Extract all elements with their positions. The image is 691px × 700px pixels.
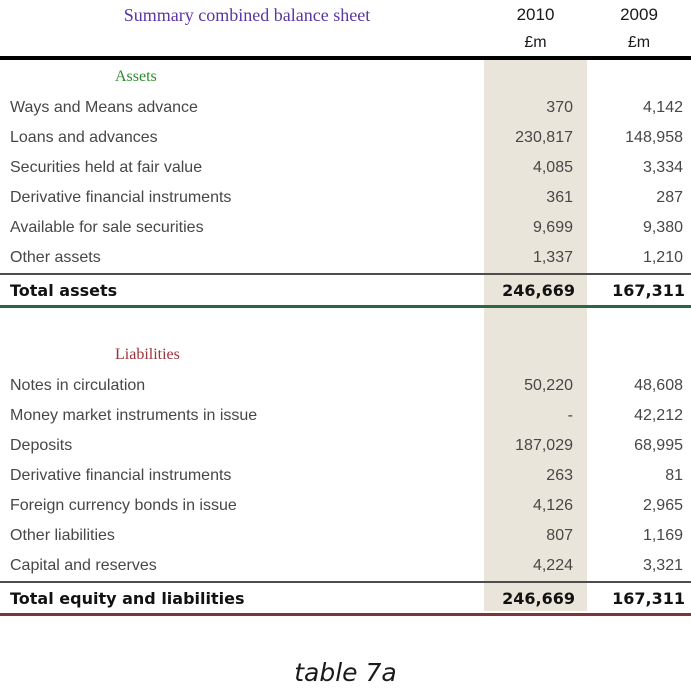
row-label: Notes in circulation [10, 377, 146, 394]
table-row [0, 213, 691, 243]
table-row [0, 183, 691, 213]
table-row [0, 491, 691, 521]
table-row [0, 93, 691, 123]
table-caption: table 7a [294, 658, 397, 687]
value-2009: 81 [665, 467, 683, 484]
table-row [0, 371, 691, 401]
value-2010: 263 [546, 467, 573, 484]
value-2010: 230,817 [515, 129, 573, 146]
row-label: Capital and reserves [10, 557, 157, 574]
value-2010: 9,699 [532, 219, 573, 236]
row-label: Derivative financial instruments [10, 189, 232, 206]
value-2009: 42,212 [634, 407, 683, 424]
section-gap [0, 308, 691, 338]
value-2009: 4,142 [642, 99, 683, 116]
table-row [0, 243, 691, 273]
column-header-2010: 2010 [516, 5, 555, 24]
value-2009: 48,608 [634, 377, 683, 394]
value-2009: 3,334 [642, 159, 683, 176]
table-row [0, 401, 691, 431]
table-header-row [0, 0, 691, 30]
table-row [0, 551, 691, 581]
total-liabilities-row [0, 583, 691, 613]
row-label: Securities held at fair value [10, 159, 203, 176]
value-2009: 287 [656, 189, 683, 206]
total-label: Total equity and liabilities [10, 588, 245, 608]
value-2010: 361 [546, 189, 573, 206]
value-2010: 50,220 [524, 377, 573, 394]
row-label: Derivative financial instruments [10, 467, 232, 484]
total-label: Total assets [10, 280, 118, 300]
value-2010: 4,126 [532, 497, 573, 514]
total-value-2009: 167,311 [612, 588, 685, 608]
value-2009: 148,958 [625, 129, 683, 146]
value-2009: 1,210 [642, 249, 683, 266]
total-liabilities-bottom-rule [0, 613, 691, 616]
liabilities-section-row [0, 338, 691, 371]
value-2010: 807 [546, 527, 573, 544]
value-2010: 4,224 [532, 557, 573, 574]
value-2009: 3,321 [642, 557, 683, 574]
value-2009: 2,965 [642, 497, 683, 514]
table-row [0, 153, 691, 183]
value-2009: 68,995 [634, 437, 683, 454]
table-row [0, 461, 691, 491]
assets-section-row [0, 60, 691, 93]
row-label: Other liabilities [10, 527, 115, 544]
row-label: Ways and Means advance [10, 99, 198, 116]
unit-label-2010: £m [524, 34, 547, 51]
value-2010: - [567, 407, 573, 424]
row-label: Loans and advances [10, 129, 158, 146]
row-label: Foreign currency bonds in issue [10, 497, 237, 514]
table-row [0, 123, 691, 153]
assets-section-label: Assets [115, 67, 157, 85]
total-value-2010: 246,669 [502, 588, 575, 608]
value-2010: 4,085 [532, 159, 573, 176]
column-header-2009: 2009 [620, 5, 658, 24]
table-row [0, 521, 691, 551]
liabilities-section-label: Liabilities [115, 345, 180, 363]
total-value-2010: 246,669 [502, 280, 575, 300]
value-2010: 187,029 [515, 437, 573, 454]
unit-label-2009: £m [627, 34, 651, 51]
row-label: Other assets [10, 249, 101, 266]
total-assets-row [0, 275, 691, 305]
value-2009: 1,169 [642, 527, 683, 544]
value-2010: 370 [546, 99, 573, 116]
table-row [0, 431, 691, 461]
value-2010: 1,337 [532, 249, 573, 266]
table-title: Summary combined balance sheet [123, 4, 371, 25]
total-value-2009: 167,311 [612, 280, 685, 300]
row-label: Money market instruments in issue [10, 407, 258, 424]
table-unit-row [0, 30, 691, 56]
value-2009: 9,380 [642, 219, 683, 236]
row-label: Deposits [10, 437, 73, 454]
row-label: Available for sale securities [10, 219, 204, 236]
